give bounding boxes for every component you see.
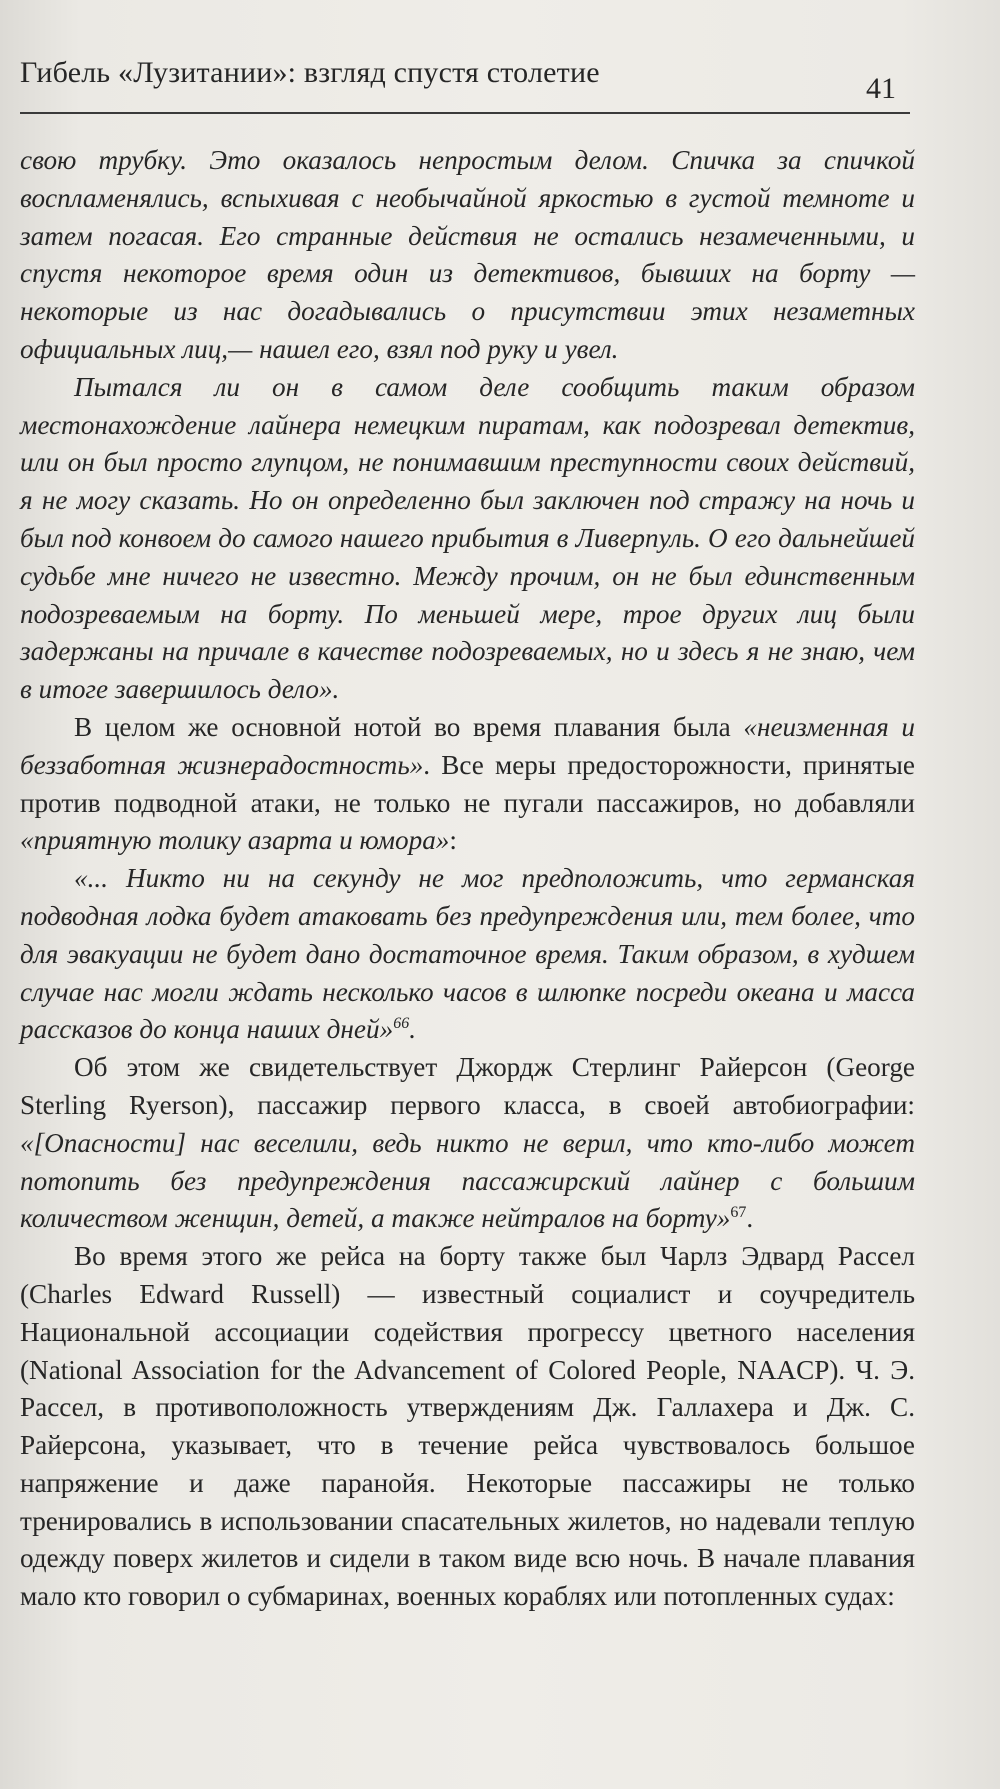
footnote-ref: 66 <box>393 1015 410 1033</box>
body-text <box>20 142 915 1616</box>
paragraph-text: свою трубку. Это оказалось непростым делом. Спичка за спичкой воспламенялись, вспыхивая с необычайной яркостью в густой темноте и затем погасая. Его странные действия не остались незамеченными, и спустя некоторое время один из детективов, бывших на борту — некоторые из нас догадывались о присутствии этих незаметных официальных лиц,— нашел его, взял под руку и увел. <box>20 145 915 364</box>
paragraph-text: «... Никто ни на секунду не мог предположить, что германская подводная лодка будет атаковать без предупреждения или, тем более, что для эвакуации не будет дано достаточное время. Таким образом, в худшем случае нас могли ждать несколько часов в шлюпке посреди океана и масса рассказов до конца наших дней» <box>20 863 915 1045</box>
running-title: Гибель «Лузитании»: взгляд спустя столетие <box>20 56 600 89</box>
inline-quote: «приятную толику азарта и юмора» <box>20 825 450 856</box>
paragraph-quote-continuation <box>20 142 915 369</box>
paragraph-text: Об этом же свидетельствует Джордж Стерлинг Райерсон (George Sterling Ryerson), пассажир первого класса, в своей автобиографии: <box>20 1052 915 1120</box>
footnote-ref: 67 <box>730 1204 747 1222</box>
paragraph-text: . <box>746 1203 754 1234</box>
paragraph-quote-suspect <box>20 369 915 709</box>
page-number: 41 <box>866 72 896 105</box>
inline-quote: «неизменная и беззаботная жизнерадостность» <box>20 711 915 780</box>
paragraph-text: Пытался ли он в самом деле сообщить таким образом местонахождение лайнера немецким пиратам, как подозревал детектив, или он был просто глупцом, не понимавшим преступности своих действий, я не могу сказать. Но он определенно был заключен под стражу на ночь и был под конвоем до самого нашего прибытия в Ливерпуль. О его дальнейшей судьбе мне ничего не известно. Между прочим, он не был единственным подозреваемым на борту. По меньшей мере, трое других лиц были задержаны на причале в качестве подозреваемых, но и здесь я не знаю, чем в итоге завершилось дело». <box>20 371 915 705</box>
paragraph-text: В целом же основной нотой во время плавания была <box>74 711 744 742</box>
paragraph-ryerson <box>20 1049 915 1238</box>
paragraph-text: . Все меры предосторожности, принятые против подводной атаки, не только не пугали пассажиров, но добавляли <box>20 749 916 818</box>
inline-quote: «[Опасности] нас веселили, ведь никто не верил, что кто-либо может потопить без предупреждения пассажирский лайнер с большим количеством женщин, детей, а также нейтралов на борту» <box>20 1127 915 1234</box>
running-header <box>20 50 910 114</box>
paragraph-text: . <box>409 1014 416 1045</box>
paragraph-text: Во время этого же рейса на борту также был Чарлз Эдвард Рассел (Charles Edward Russell) — известный социалист и соучредитель Национальной ассоциации содействия прогрессу цветного населения (National Association for the Advancement of Colored People, NAACP). Ч. Э. Рассел, в противоположность утверждениям Дж. Галлахера и Дж. С. Райерсона, указывает, что в течение рейса чувствовалось большое напряжение и даже паранойя. Некоторые пассажиры не только тренировались в использовании спасательных жилетов, но надевали теплую одежду поверх жилетов и сидели в таком виде всю ночь. В начале плавания мало кто говорил о субмаринах, военных кораблях или потопленных судах: <box>20 1241 915 1612</box>
paragraph-mood <box>20 709 915 860</box>
paragraph-quote-submarine <box>20 860 915 1049</box>
paragraph-russell <box>20 1238 915 1616</box>
paragraph-text: : <box>449 825 457 856</box>
